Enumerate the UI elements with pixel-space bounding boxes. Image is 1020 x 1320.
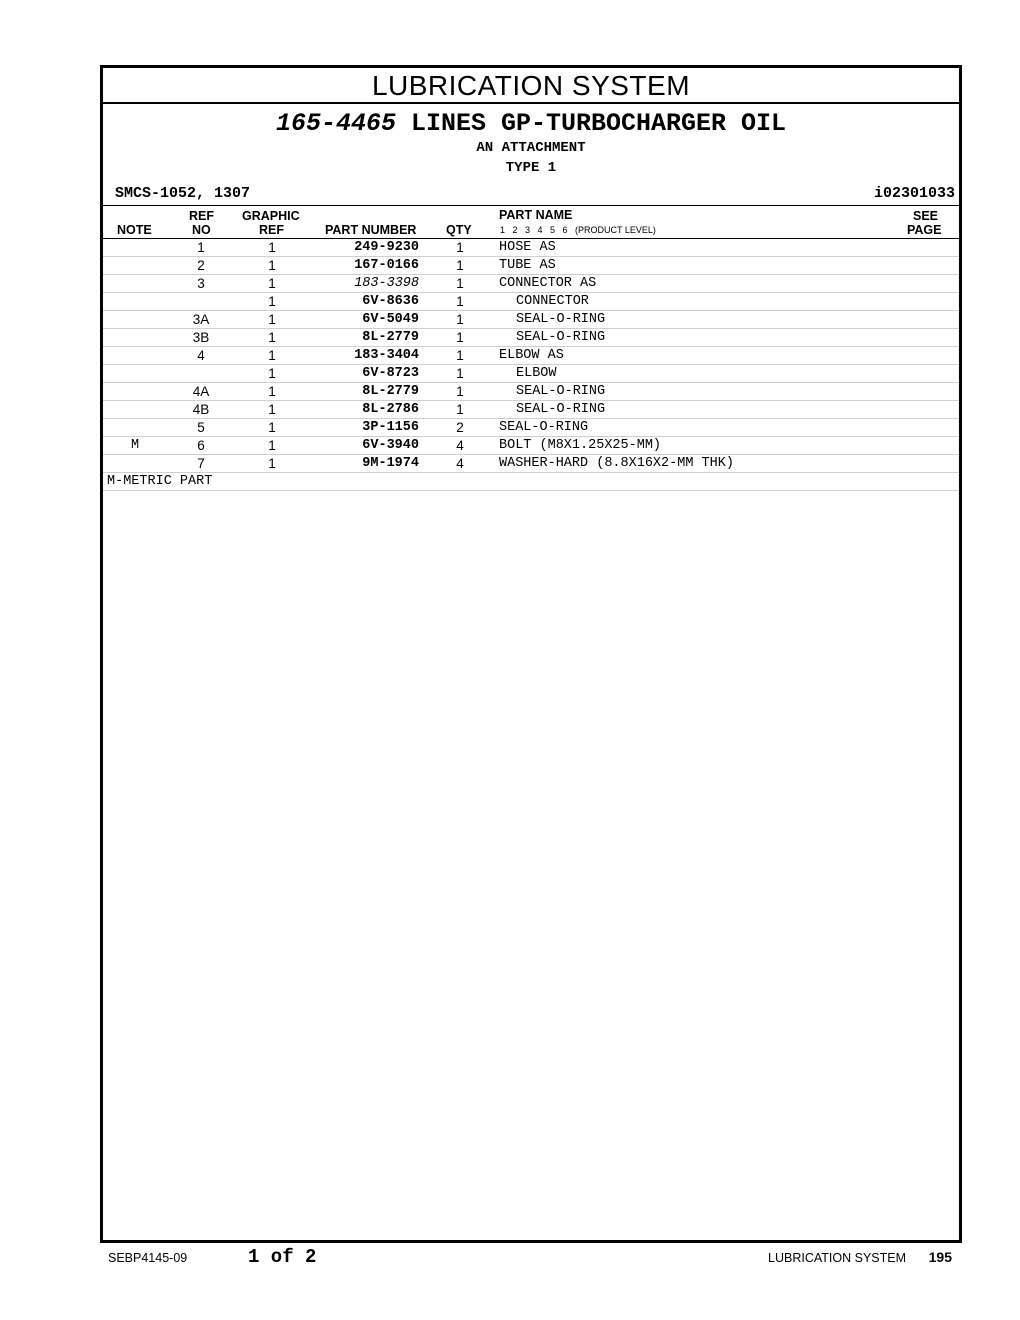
part-group-name: LINES GP-TURBOCHARGER OIL: [410, 109, 787, 138]
row-part-name: SEAL-O-RING: [516, 330, 606, 345]
row-part-number[interactable]: 6V-8723: [362, 366, 419, 381]
row-part-number[interactable]: 9M-1974: [362, 456, 419, 471]
page-frame: [100, 65, 962, 1243]
row-qty: 1: [456, 384, 464, 399]
row-part-name: SEAL-O-RING: [516, 402, 606, 417]
doc-id: SEBP4145-09: [108, 1251, 188, 1265]
row-graphic-ref: 1: [268, 294, 276, 309]
row-part-name: SEAL-O-RING: [516, 312, 606, 327]
section-title: LUBRICATION SYSTEM: [103, 68, 959, 104]
row-graphic-ref: 1: [268, 438, 276, 453]
table-header: [103, 206, 959, 239]
row-qty: 4: [456, 456, 464, 471]
smcs-code: SMCS-1052, 1307: [115, 185, 251, 202]
row-qty: 1: [456, 240, 464, 255]
col-part-number: PART NUMBER: [325, 223, 417, 237]
row-qty: 2: [456, 420, 464, 435]
row-qty: 1: [456, 276, 464, 291]
row-part-number[interactable]: 249-9230: [354, 240, 419, 255]
part-group-number[interactable]: 165-4465: [275, 109, 396, 138]
table-row: [103, 239, 959, 257]
footer-section: LUBRICATION SYSTEM: [768, 1251, 906, 1265]
row-part-number[interactable]: 167-0166: [354, 258, 419, 273]
row-ref: 5: [197, 420, 205, 435]
row-part-name: CONNECTOR AS: [499, 276, 597, 291]
col-note: NOTE: [117, 223, 152, 237]
table-row: [103, 311, 959, 329]
table-row: [103, 275, 959, 293]
row-part-number[interactable]: 6V-3940: [362, 438, 419, 453]
row-ref: 3B: [192, 330, 210, 345]
attachment-label: AN ATTACHMENT: [476, 140, 586, 156]
page-of: 1 of 2: [248, 1246, 317, 1268]
type-label: TYPE 1: [505, 160, 557, 176]
row-ref: 7: [197, 456, 205, 471]
row-qty: 1: [456, 366, 464, 381]
row-qty: 1: [456, 330, 464, 345]
table-row: [103, 437, 959, 455]
table-row: [103, 257, 959, 275]
row-qty: 1: [456, 348, 464, 363]
row-part-number[interactable]: 8L-2786: [362, 402, 419, 417]
row-part-number[interactable]: 8L-2779: [362, 330, 419, 345]
row-graphic-ref: 1: [268, 348, 276, 363]
row-graphic-ref: 1: [268, 276, 276, 291]
row-ref: 2: [197, 258, 205, 273]
table-row: [103, 365, 959, 383]
row-part-number[interactable]: 183-3404: [354, 348, 419, 363]
row-ref: 3: [197, 276, 205, 291]
row-part-number[interactable]: 3P-1156: [362, 420, 419, 435]
row-part-name: WASHER-HARD (8.8X16X2-MM THK): [499, 456, 734, 471]
row-part-number[interactable]: 6V-8636: [362, 294, 419, 309]
row-part-name: ELBOW AS: [499, 348, 564, 363]
row-graphic-ref: 1: [268, 420, 276, 435]
row-ref: 3A: [192, 312, 210, 327]
smcs-row: [103, 183, 959, 206]
col-graphic-bottom: REF: [259, 223, 284, 237]
col-ref-top: REF: [189, 209, 214, 223]
col-product-levels: 1 2 3 4 5 6 (PRODUCT LEVEL): [500, 225, 656, 235]
table-row: [103, 293, 959, 311]
row-part-number[interactable]: 6V-5049: [362, 312, 419, 327]
row-graphic-ref: 1: [268, 258, 276, 273]
row-graphic-ref: 1: [268, 366, 276, 381]
row-ref: 6: [197, 438, 205, 453]
row-graphic-ref: 1: [268, 456, 276, 471]
row-qty: 1: [456, 294, 464, 309]
row-part-number[interactable]: 8L-2779: [362, 384, 419, 399]
col-see-top: SEE: [913, 209, 939, 223]
row-part-name: TUBE AS: [499, 258, 556, 273]
row-ref: 1: [197, 240, 205, 255]
part-group-title: [103, 110, 959, 138]
row-part-number[interactable]: 183-3398: [354, 276, 419, 291]
row-graphic-ref: 1: [268, 402, 276, 417]
table-row: [103, 383, 959, 401]
page-number: 195: [928, 1249, 952, 1265]
table-row: [103, 329, 959, 347]
row-ref: 4A: [192, 384, 210, 399]
row-qty: 1: [456, 402, 464, 417]
row-graphic-ref: 1: [268, 240, 276, 255]
row-part-name: SEAL-O-RING: [516, 384, 606, 399]
row-part-name: ELBOW: [516, 366, 557, 381]
metric-note: M-METRIC PART: [107, 474, 213, 489]
row-part-name: CONNECTOR: [516, 294, 589, 309]
col-ref-bottom: NO: [192, 223, 211, 237]
row-graphic-ref: 1: [268, 330, 276, 345]
col-part-name: PART NAME: [499, 208, 573, 222]
page-footer: [108, 1246, 954, 1270]
col-see-bottom: PAGE: [907, 223, 942, 237]
col-graphic-top: GRAPHIC: [242, 209, 300, 223]
row-ref: 4B: [192, 402, 210, 417]
row-graphic-ref: 1: [268, 384, 276, 399]
row-qty: 4: [456, 438, 464, 453]
row-qty: 1: [456, 258, 464, 273]
col-qty: QTY: [446, 223, 472, 237]
row-ref: 4: [197, 348, 205, 363]
row-part-name: BOLT (M8X1.25X25-MM): [499, 438, 662, 453]
table-row: [103, 455, 959, 473]
row-part-name: HOSE AS: [499, 240, 556, 255]
row-graphic-ref: 1: [268, 312, 276, 327]
metric-note-row: [103, 473, 959, 491]
row-qty: 1: [456, 312, 464, 327]
illustration-id: i02301033: [873, 185, 955, 202]
table-row: [103, 347, 959, 365]
row-part-name: SEAL-O-RING: [499, 420, 589, 435]
row-note: M: [130, 438, 140, 453]
table-row: [103, 419, 959, 437]
table-row: [103, 401, 959, 419]
